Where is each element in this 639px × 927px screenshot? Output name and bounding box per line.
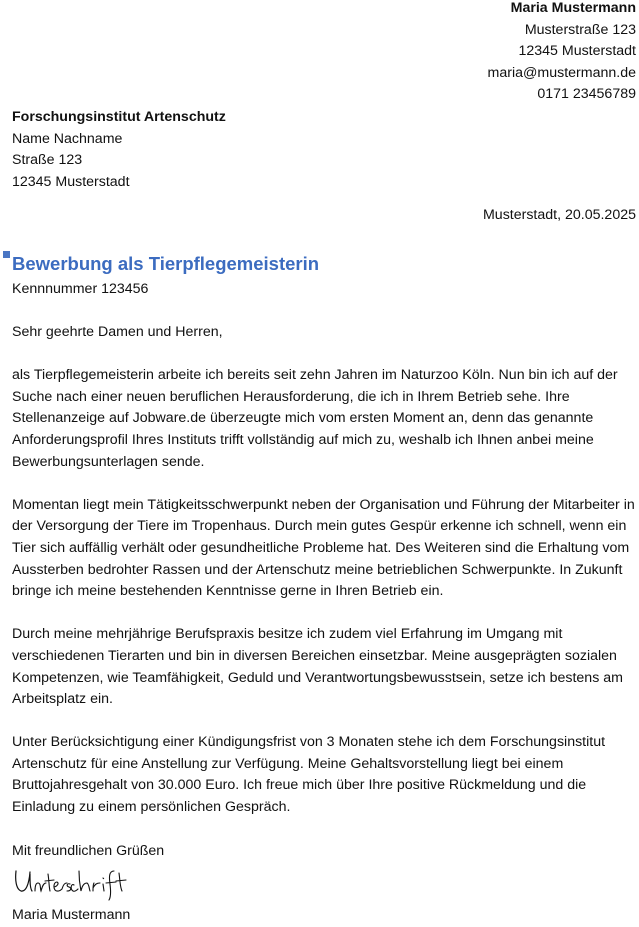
closing: Mit freundlichen Grüßen bbox=[12, 843, 165, 859]
date-line: Musterstadt, 20.05.2025 bbox=[482, 207, 636, 223]
sender-name: Maria Mustermann bbox=[510, 0, 636, 16]
sender-phone: 0171 23456789 bbox=[537, 86, 636, 103]
recipient-contact: Name Nachname bbox=[12, 130, 123, 147]
letter-body bbox=[12, 322, 636, 840]
sender-address bbox=[276, 0, 636, 106]
body-paragraph: Unter Berücksichtigung einer Kündigungsfrist von 3 Monaten stehe ich dem Forschungsinstitut Artenschutz für eine Anstellung zur Verfügung. Meine Gehaltsvorstellung liegt bei einem Bruttojahresgehalt von 30.000 Euro. Ich freue mich über Ihre positive Rückmeldung und die Einladung zu einem persönlichen Gespräch. bbox=[12, 734, 606, 816]
body-paragraph: Durch meine mehrjährige Berufspraxis besitze ich zudem viel Erfahrung im Umgang mit verschiedenen Tierarten und bin in diversen Bereichen einsetzbar. Meine ausgeprägten sozialen Kompetenzen, wie Teamfähigkeit, Geduld und Verantwortungsbewusstsein, setze ich bestens am Arbeitsplatz ein. bbox=[12, 626, 623, 708]
sender-city: 12345 Musterstadt bbox=[518, 43, 636, 60]
handwritten-signature bbox=[12, 862, 152, 902]
reference-number: Kennnummer 123456 bbox=[12, 281, 149, 297]
signer-name: Maria Mustermann bbox=[12, 907, 131, 923]
salutation: Sehr geehrte Damen und Herren, bbox=[12, 324, 223, 340]
sender-street: Musterstraße 123 bbox=[524, 21, 636, 38]
recipient-city: 12345 Musterstadt bbox=[12, 173, 130, 190]
recipient-address bbox=[12, 107, 412, 193]
sender-email: maria@mustermann.de bbox=[487, 64, 636, 81]
subject-marker bbox=[3, 251, 10, 258]
body-paragraph: als Tierpflegemeisterin arbeite ich bereits seit zehn Jahren im Naturzoo Köln. Nun bin ich auf der Suche nach einer neuen beruflichen Herausforderung, die ich in Ihrem Betrieb sehe. Ihre Stellenanzeige auf Jobware.de überzeugte mich vom ersten Moment an, denn das genannte Anforderungsprofil Ihres Instituts trifft vollständig auf mich zu, weshalb ich Ihnen anbei meine Bewerbungsunterlagen sende. bbox=[12, 367, 618, 470]
recipient-street: Straße 123 bbox=[12, 152, 83, 169]
body-paragraph: Momentan liegt mein Tätigkeitsschwerpunkt neben der Organisation und Führung der Mitarbeiter in der Versorgung der Tiere im Tropenhaus. Durch mein gutes Gespür erkenne ich schnell, wenn ein Tier sich auffällig verhält oder gesundheitliche Probleme hat. Des Weiteren sind die Erhaltung vom Aussterben bedrohter Rassen und der Artenschutz meine betrieblichen Schwerpunkte. In Zukunft bringe ich meine bestehenden Kenntnisse gerne in Ihren Betrieb ein. bbox=[12, 496, 635, 600]
recipient-organization: Forschungsinstitut Artenschutz bbox=[12, 109, 226, 125]
subject-heading: Bewerbung als Tierpflegemeisterin bbox=[12, 253, 320, 274]
